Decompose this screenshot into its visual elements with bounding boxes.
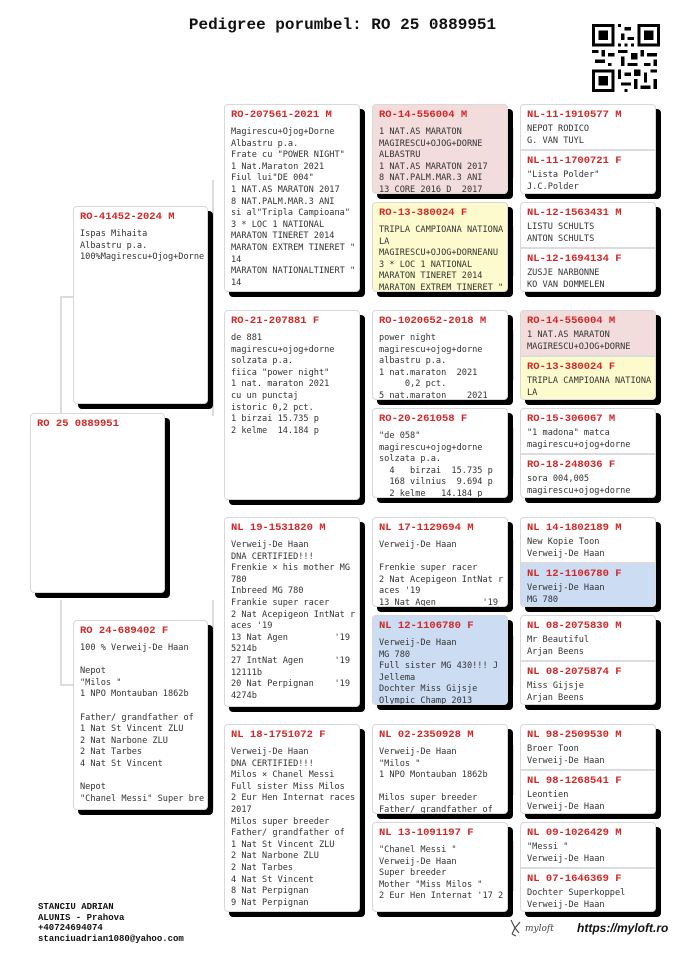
gen4-hen[interactable] xyxy=(521,355,655,400)
ring-number: RO 24-689402 F xyxy=(80,625,169,637)
sire-card[interactable] xyxy=(73,206,208,404)
pigeon-notes: Dochter Superkoppel Verweij-De Haan xyxy=(527,888,626,910)
gen3-card-4[interactable] xyxy=(372,408,508,498)
connector-line xyxy=(512,128,514,178)
grandsire-maternal-card[interactable] xyxy=(224,517,360,707)
ring-number: NL 18-1751072 F xyxy=(231,729,326,741)
granddam-maternal-card[interactable] xyxy=(224,724,360,912)
pigeon-notes: power night magirescu+ojog+dorne albastru p.a. 1 nat.maraton 2021 0,2 pct. 5 nat.maraton 2021 xyxy=(379,333,488,399)
gen4-pair-3[interactable] xyxy=(520,310,656,400)
pigeon-notes: sora 004,005 magirescu+ojog+dorne xyxy=(527,474,631,496)
connector-line xyxy=(60,296,62,414)
gen4-pair-2[interactable] xyxy=(520,202,656,292)
owner-phone: +40724694074 xyxy=(38,923,103,933)
connector-line xyxy=(60,684,74,686)
pigeon-notes: Mr Beautiful Arjan Beens xyxy=(527,635,590,657)
gen4-hen[interactable] xyxy=(521,247,655,292)
pigeon-notes: Leontien Verweij-De Haan xyxy=(527,790,605,812)
connector-line xyxy=(512,540,514,590)
ring-number: RO-20-261058 F xyxy=(379,413,468,425)
ring-number: RO-41452-2024 M xyxy=(80,211,175,223)
gen4-pair-6[interactable] xyxy=(520,615,656,705)
connector-line xyxy=(362,352,364,457)
grandsire-paternal-card[interactable] xyxy=(224,104,360,292)
subject-card[interactable] xyxy=(30,413,165,593)
ring-number: RO-21-207881 F xyxy=(231,315,320,327)
ring-number: NL 98-2509530 M xyxy=(527,729,622,741)
ring-number: NL 09-1026429 M xyxy=(527,827,622,839)
connector-line xyxy=(512,428,514,478)
pigeon-notes: 1 NAT.AS MARATON MAGIRESCU+OJOG+DORNE xyxy=(527,330,631,352)
ring-number: NL 19-1531820 M xyxy=(231,522,326,534)
qr-code-icon xyxy=(592,24,660,92)
ring-number: RO-207561-2021 M xyxy=(231,109,332,121)
pigeon-notes: Verweij-De Haan MG 780 Full sister MG 430!!! J Jellema Dochter Miss Gijsje Olympic Champ 2013 xyxy=(379,638,498,704)
pigeon-notes: Ispas Mihaita Albastru p.a. 100%Magirescu+Ojog+Dorne xyxy=(80,229,205,263)
connector-line xyxy=(362,765,364,870)
pigeon-notes: NEPOT RODICO G. VAN TUYL xyxy=(527,124,590,146)
gen4-pair-8[interactable] xyxy=(520,822,656,912)
gen3-card-8[interactable] xyxy=(372,822,508,912)
ring-number: NL 12-1106780 F xyxy=(527,568,622,580)
ring-number: NL 13-1091197 F xyxy=(379,827,474,839)
pigeon-notes: New Kopie Toon Verweij-De Haan xyxy=(527,537,605,559)
pigeon-notes: de 881 magirescu+ojog+dorne solzata p.a. fiica "power night" 1 nat. maraton 2021 cu un punctaj istoric 0,2 pct. 1 birzai 15.735 p 2 kelme 14.184 p xyxy=(231,333,335,436)
ring-number: RO-13-380024 F xyxy=(379,207,468,219)
pigeon-notes: 1 NAT.AS MARATON MAGIRESCU+OJOG+DORNE ALBASTRU 1 NAT.AS MARATON 2017 8 NAT.PALM.MAR.3 ANI 13 CORE 2016 D 2017 xyxy=(379,127,488,193)
pigeon-notes: Verweij-De Haan Frenkie super racer 2 Nat Acepigeon IntNat r aces '19 13 Nat Agen '19 xyxy=(379,540,504,606)
pigeon-notes: 100 % Verweij-De Haan Nepot "Milos " 1 NPO Montauban 1862b Father/ grandfather of 1 Nat St Vincent ZLU 2 Nat Narbone ZLU 2 Nat Tarbes 4 Nat St Vincent Nepot "Chanel Messi" Super bre xyxy=(80,643,205,804)
pigeon-notes: ZUSJE NARBONNE KO VAN DOMMELEN xyxy=(527,268,605,290)
gen3-card-2[interactable] xyxy=(372,202,508,292)
gen4-cock[interactable] xyxy=(521,518,655,562)
pigeon-notes: "de 058" magirescu+ojog+dorne solzata p.a. 4 birzai 15.735 p 168 vilnius 9.694 p 2 kelme 14.184 p xyxy=(379,431,493,497)
gen3-card-5[interactable] xyxy=(372,517,508,607)
connector-line xyxy=(60,600,62,686)
gen3-card-3[interactable] xyxy=(372,310,508,400)
gen4-hen[interactable] xyxy=(521,867,655,912)
pigeon-notes: Verweij-De Haan DNA CERTIFIED!!! Milos × Chanel Messi Full sister Miss Milos 2 Eur Hen Internat races 2017 Milos super breeder Father/ grandfather of 1 Nat St Vincent ZLU 2 Nat Narbone ZLU 2 Nat Tarbes 4 Nat St Vincent 8 Nat Perpignan 9 Nat Perpignan xyxy=(231,747,356,908)
ring-number: NL 08-2075830 M xyxy=(527,620,622,632)
gen3-card-6[interactable] xyxy=(372,615,508,705)
dam-card[interactable] xyxy=(73,620,208,810)
gen4-pair-5[interactable] xyxy=(520,517,656,607)
gen4-cock[interactable] xyxy=(521,823,655,867)
owner-info xyxy=(38,902,184,944)
gen4-cock[interactable] xyxy=(521,105,655,149)
ring-number: RO-14-556004 M xyxy=(527,315,616,327)
myloft-logo-text: myloft xyxy=(525,924,554,934)
gen4-hen[interactable] xyxy=(521,660,655,705)
ring-number: RO-15-306067 M xyxy=(527,413,616,425)
gen4-cock[interactable] xyxy=(521,725,655,769)
ring-number: NL 98-1268541 F xyxy=(527,775,622,787)
connector-line xyxy=(212,600,214,810)
ring-number: NL-11-1910577 M xyxy=(527,109,622,121)
pigeon-notes: "Messi " Verweij-De Haan xyxy=(527,842,605,864)
ring-number: NL 14-1802189 M xyxy=(527,522,622,534)
gen4-cock[interactable] xyxy=(521,311,655,355)
gen4-cock[interactable] xyxy=(521,616,655,660)
pigeon-notes: Miss Gijsje Arjan Beens xyxy=(527,681,584,703)
footer-url-link[interactable]: https://myloft.ro xyxy=(577,921,669,935)
connector-line xyxy=(212,180,214,416)
ring-number: RO 25 0889951 xyxy=(37,418,119,430)
ring-number: NL 17-1129694 M xyxy=(379,522,474,534)
ring-number: NL 12-1106780 F xyxy=(379,620,474,632)
page-title: Pedigree porumbel: RO 25 0889951 xyxy=(188,16,497,34)
gen4-pair-7[interactable] xyxy=(520,724,656,814)
ring-number: NL 07-1646369 F xyxy=(527,873,622,885)
pigeon-notes: "1 madona" matca magirescu+ojog+dorne xyxy=(527,428,631,450)
connector-line xyxy=(362,152,364,262)
gen4-hen[interactable] xyxy=(521,453,655,498)
ring-number: NL 02-2350928 M xyxy=(379,729,474,741)
pigeon-notes: Verweij-De Haan DNA CERTIFIED!!! Frenkie × his mother MG 780 Inbreed MG 780 Frankie super racer 2 Nat Acepigeon IntNat r aces '19 13 Nat Agen '19 5214b 27 IntNat Agen '19 12111b 20 Nat Perpignan '19 4274b xyxy=(231,540,356,701)
pigeon-notes: LISTU SCHULTS ANTON SCHULTS xyxy=(527,222,595,244)
pigeon-notes: Broer Toon Verweij-De Haan xyxy=(527,744,605,766)
ring-number: RO-1020652-2018 M xyxy=(379,315,487,327)
connector-line xyxy=(512,330,514,380)
owner-name: STANCIU ADRIAN xyxy=(38,902,114,912)
gen4-cock[interactable] xyxy=(521,203,655,247)
myloft-logo-icon xyxy=(508,918,566,938)
owner-email[interactable]: stanciuadrian1080@yahoo.com xyxy=(38,933,184,944)
connector-line xyxy=(512,226,514,276)
ring-number: NL-11-1700721 F xyxy=(527,155,622,167)
gen4-hen[interactable] xyxy=(521,769,655,814)
connector-line xyxy=(362,560,364,660)
ring-number: NL-12-1694134 F xyxy=(527,253,622,265)
connector-line xyxy=(512,745,514,795)
pigeon-notes: Verweij-De Haan "Milos " 1 NPO Montauban 1862b Milos super breeder Father/ grandfather of xyxy=(379,747,493,813)
ring-number: RO-18-248036 F xyxy=(527,459,616,471)
pigeon-notes: Magirescu+Ojog+Dorne Albastru p.a. Frate cu "POWER NIGHT" 1 Nat.Maraton 2021 Fiul lui"DE 004" 1 NAT.AS MARATON 2017 8 NAT.PALM.MAR.3 ANI si al"Tripla Campioana" 3 * LOC 1 NATIONAL MARATON TINERET 2014 MARATON EXTREM TINERET " 14 MARATON NATIONALTINERT " 14 xyxy=(231,127,356,288)
pigeon-notes: "Chanel Messi " Verweij-De Haan Super breeder Mother "Miss Milos " 2 Eur Hen Internat '17 2 xyxy=(379,845,504,902)
granddam-paternal-card[interactable] xyxy=(224,310,360,500)
gen3-card-7[interactable] xyxy=(372,724,508,814)
connector-line xyxy=(60,296,74,298)
pigeon-notes: "Lista Polder" J.C.Polder xyxy=(527,170,600,192)
ring-number: RO-13-380024 F xyxy=(527,361,616,373)
ring-number: NL 08-2075874 F xyxy=(527,666,622,678)
gen4-hen[interactable] xyxy=(521,149,655,194)
gen4-hen[interactable] xyxy=(521,562,655,607)
gen4-pair-1[interactable] xyxy=(520,104,656,194)
pigeon-notes: TRIPLA CAMPIOANA NATIONA LA xyxy=(527,376,652,398)
connector-line xyxy=(512,841,514,891)
gen4-cock[interactable] xyxy=(521,409,655,453)
owner-location: ALUNIS - Prahova xyxy=(38,912,125,923)
ring-number: RO-14-556004 M xyxy=(379,109,468,121)
connector-line xyxy=(512,636,514,686)
gen4-pair-4[interactable] xyxy=(520,408,656,498)
gen3-card-1[interactable] xyxy=(372,104,508,194)
pigeon-notes: Verweij-De Haan MG 780 xyxy=(527,583,605,605)
pigeon-notes: TRIPLA CAMPIOANA NATIONA LA MAGIRESCU+OJOG+DORNEANU 3 * LOC 1 NATIONAL MARATON TINERET 2014 MARATON EXTREM TINERET " xyxy=(379,225,504,291)
ring-number: NL-12-1563431 M xyxy=(527,207,622,219)
